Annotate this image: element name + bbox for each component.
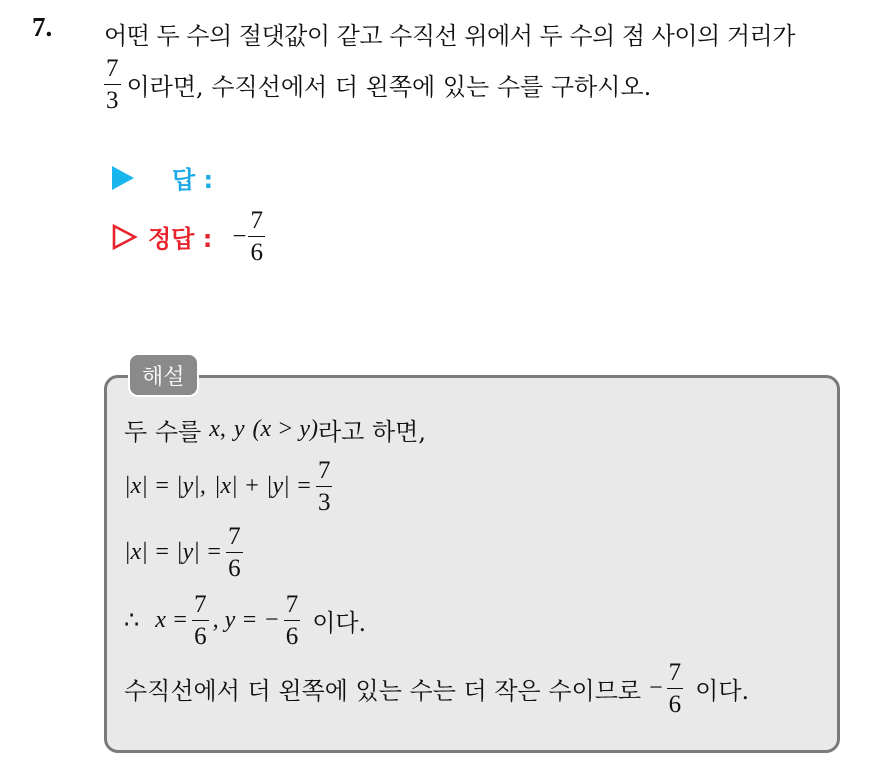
explanation-tab: 해설 [128, 353, 199, 397]
fraction-numerator: 7 [226, 524, 243, 553]
math-expression: , y = − [212, 607, 280, 633]
correct-answer-label: 정답 : [148, 225, 213, 253]
math-condition: (x > y) [252, 416, 318, 442]
explanation-text: 두 수를 [124, 418, 202, 446]
correct-answer-value [232, 208, 265, 265]
math-var: x [209, 416, 220, 442]
math-var: y [233, 416, 245, 442]
fraction-denominator: 6 [228, 555, 241, 582]
minus-sign: − [649, 675, 663, 701]
math-comma: , [219, 416, 226, 442]
explanation-line-3 [124, 524, 247, 581]
question-number: 7. [32, 12, 53, 42]
fraction-denominator: 6 [250, 239, 263, 266]
question-fraction [104, 56, 121, 113]
explanation-line-1 [124, 412, 426, 447]
therefore-symbol: ∴ [124, 608, 140, 634]
explanation-text: 이다. [695, 677, 750, 705]
explanation-fraction [226, 524, 243, 581]
fraction-denominator: 6 [285, 623, 299, 650]
fraction-numerator: 7 [316, 458, 333, 487]
fraction-numerator: 7 [284, 592, 301, 621]
explanation-fraction [667, 660, 684, 717]
answer-label: 답 : [172, 166, 214, 194]
math-expression: x = [155, 607, 189, 633]
math-expression: |x| + |y| = [213, 473, 312, 499]
explanation-text: 라고 하면, [317, 418, 426, 446]
outline-arrow-icon [110, 223, 138, 251]
explanation-fraction [192, 592, 209, 649]
explanation-line-5 [124, 660, 749, 717]
explanation-text: 수직선에서 더 왼쪽에 있는 수는 더 작은 수이므로 [124, 677, 642, 705]
play-arrow-icon [112, 166, 134, 190]
explanation-line-4 [124, 592, 366, 649]
question-text-line2-rest: 이라면, 수직선에서 더 왼쪽에 있는 수를 구하시오. [126, 73, 652, 101]
fraction-denominator: 6 [194, 623, 207, 650]
correct-answer-fraction [248, 208, 265, 265]
question-text-line2 [104, 56, 651, 113]
correct-answer-row [110, 208, 265, 265]
fraction-denominator: 3 [106, 87, 119, 114]
explanation-line-2 [124, 458, 336, 515]
fraction-denominator: 3 [317, 489, 331, 516]
explanation-fraction [284, 592, 301, 649]
math-expression: |x| = |y|, [124, 473, 206, 499]
question-text-line1: 어떤 두 수의 절댓값이 같고 수직선 위에서 두 수의 점 사이의 거리가 [104, 22, 795, 50]
answer-row [112, 160, 213, 195]
fraction-numerator: 7 [667, 660, 684, 689]
fraction-numerator: 7 [192, 592, 209, 621]
fraction-numerator: 7 [104, 56, 121, 85]
explanation-fraction [316, 458, 333, 515]
fraction-denominator: 6 [668, 691, 682, 718]
fraction-numerator: 7 [248, 208, 265, 237]
explanation-text: 이다. [312, 609, 367, 637]
minus-sign: − [232, 222, 247, 250]
math-expression: |x| = |y| = [124, 539, 223, 565]
